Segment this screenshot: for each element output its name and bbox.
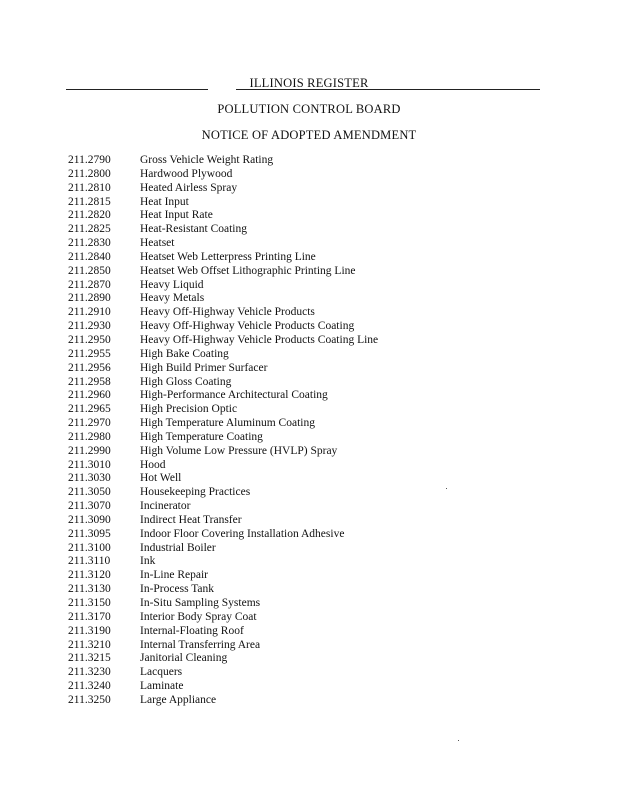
section-number: 211.2965 xyxy=(68,403,111,416)
section-number: 211.2990 xyxy=(68,444,111,457)
section-entry xyxy=(68,292,378,306)
section-term: Janitorial Cleaning xyxy=(140,652,228,665)
section-number: 211.2950 xyxy=(68,333,111,346)
section-term: Laminate xyxy=(140,680,184,693)
section-term: Heavy Metals xyxy=(140,292,205,305)
section-number: 211.3050 xyxy=(68,486,111,499)
section-entry xyxy=(68,555,378,569)
section-term: Incinerator xyxy=(140,500,191,513)
section-term: Heat-Resistant Coating xyxy=(140,223,247,236)
section-term: High Temperature Aluminum Coating xyxy=(140,417,315,430)
section-entry xyxy=(68,694,378,708)
section-entry xyxy=(68,666,378,680)
section-number: 211.2790 xyxy=(68,154,111,166)
section-term: Indoor Floor Covering Installation Adhesive xyxy=(140,527,345,540)
section-term: Lacquers xyxy=(140,666,183,679)
section-entry xyxy=(68,514,378,528)
section-term: Heat Input xyxy=(140,195,189,208)
section-number: 211.3170 xyxy=(68,610,111,623)
section-entry xyxy=(68,168,378,182)
section-number: 211.2958 xyxy=(68,375,111,388)
section-entry xyxy=(68,652,378,666)
section-entry xyxy=(68,306,378,320)
section-entry xyxy=(68,459,378,473)
section-term: Gross Vehicle Weight Rating xyxy=(140,154,274,166)
section-number: 211.2820 xyxy=(68,209,111,222)
section-term: High Temperature Coating xyxy=(140,430,263,443)
section-entry xyxy=(68,639,378,653)
section-term: High Gloss Coating xyxy=(140,375,232,388)
section-number: 211.3210 xyxy=(68,638,111,651)
section-entry xyxy=(68,320,378,334)
section-number: 211.2910 xyxy=(68,306,111,319)
section-entry xyxy=(68,486,378,500)
register-title: ILLINOIS REGISTER xyxy=(249,76,369,90)
section-entry xyxy=(68,154,378,168)
section-number: 211.2970 xyxy=(68,417,111,430)
section-number: 211.3030 xyxy=(68,472,111,485)
section-number: 211.2955 xyxy=(68,347,111,360)
section-term: Ink xyxy=(140,555,156,568)
section-term: High Build Primer Surfacer xyxy=(140,361,268,374)
section-number: 211.2870 xyxy=(68,278,111,291)
section-number: 211.2980 xyxy=(68,430,111,443)
section-entry xyxy=(68,569,378,583)
scan-speck xyxy=(446,488,447,489)
section-entry xyxy=(68,472,378,486)
section-entry xyxy=(68,389,378,403)
section-number: 211.3100 xyxy=(68,541,111,554)
section-entry xyxy=(68,445,378,459)
section-entry xyxy=(68,583,378,597)
section-entry xyxy=(68,376,378,390)
section-number: 211.3190 xyxy=(68,624,111,637)
section-term: Heavy Liquid xyxy=(140,278,204,291)
section-entry xyxy=(68,500,378,514)
section-term: Indirect Heat Transfer xyxy=(140,513,242,526)
section-entry xyxy=(68,182,378,196)
section-number: 211.3090 xyxy=(68,513,111,526)
section-entry xyxy=(68,625,378,639)
section-entry xyxy=(68,223,378,237)
section-number: 211.2800 xyxy=(68,167,111,180)
section-term: High-Performance Architectural Coating xyxy=(140,389,328,402)
section-term: Hardwood Plywood xyxy=(140,167,233,180)
section-entry xyxy=(68,611,378,625)
section-entry xyxy=(68,417,378,431)
section-number: 211.3120 xyxy=(68,569,111,582)
section-number: 211.2810 xyxy=(68,181,111,194)
section-term: Heavy Off-Highway Vehicle Products Coating Line xyxy=(140,333,379,346)
section-number: 211.3110 xyxy=(68,555,111,568)
section-entry xyxy=(68,265,378,279)
section-list xyxy=(68,154,378,708)
section-term: Heavy Off-Highway Vehicle Products xyxy=(140,306,315,319)
section-term: Internal Transferring Area xyxy=(140,638,261,651)
section-number: 211.3010 xyxy=(68,458,111,471)
section-term: High Volume Low Pressure (HVLP) Spray xyxy=(140,444,338,457)
section-term: Heatset Web Letterpress Printing Line xyxy=(140,250,316,263)
section-term: Large Appliance xyxy=(140,693,217,706)
section-term: Hot Well xyxy=(140,472,182,485)
section-number: 211.3215 xyxy=(68,652,111,665)
section-entry xyxy=(68,542,378,556)
section-term: Hood xyxy=(140,458,166,471)
section-number: 211.2930 xyxy=(68,320,111,333)
section-term: Housekeeping Practices xyxy=(140,486,251,499)
section-term: Internal-Floating Roof xyxy=(140,624,244,637)
notice-heading: NOTICE OF ADOPTED AMENDMENT xyxy=(201,128,417,142)
section-term: Interior Body Spray Coat xyxy=(140,610,257,623)
section-number: 211.3130 xyxy=(68,583,111,596)
section-entry xyxy=(68,431,378,445)
section-entry xyxy=(68,209,378,223)
section-term: In-Situ Sampling Systems xyxy=(140,597,261,609)
section-term: High Precision Optic xyxy=(140,403,238,416)
section-entry xyxy=(68,334,378,348)
section-term: Heat Input Rate xyxy=(140,209,213,222)
section-number: 211.3240 xyxy=(68,680,111,693)
section-entry xyxy=(68,362,378,376)
section-entry xyxy=(68,597,378,611)
section-term: In-Process Tank xyxy=(140,583,215,596)
section-number: 211.2825 xyxy=(68,223,111,236)
section-entry xyxy=(68,279,378,293)
section-term: High Bake Coating xyxy=(140,347,229,360)
section-number: 211.3150 xyxy=(68,597,111,609)
agency-name: POLLUTION CONTROL BOARD xyxy=(217,102,401,116)
section-number: 211.2830 xyxy=(68,237,111,250)
section-number: 211.3230 xyxy=(68,666,111,679)
section-term: Heatset xyxy=(140,237,175,250)
section-entry xyxy=(68,528,378,542)
section-entry xyxy=(68,680,378,694)
section-number: 211.3070 xyxy=(68,500,111,513)
section-number: 211.2850 xyxy=(68,264,111,277)
section-entry xyxy=(68,237,378,251)
section-term: Industrial Boiler xyxy=(140,541,216,554)
section-number: 211.2890 xyxy=(68,292,111,305)
section-number: 211.3095 xyxy=(68,527,111,540)
section-number: 211.2960 xyxy=(68,389,111,402)
section-term: Heated Airless Spray xyxy=(140,181,238,194)
section-number: 211.3250 xyxy=(68,693,111,706)
section-term: Heatset Web Offset Lithographic Printing Line xyxy=(140,264,356,277)
section-term: Heavy Off-Highway Vehicle Products Coating xyxy=(140,320,355,333)
section-entry xyxy=(68,348,378,362)
section-number: 211.2840 xyxy=(68,250,111,263)
section-entry xyxy=(68,251,378,265)
section-number: 211.2956 xyxy=(68,361,111,374)
section-entry xyxy=(68,403,378,417)
section-number: 211.2815 xyxy=(68,195,111,208)
section-entry xyxy=(68,196,378,210)
scan-speck xyxy=(458,740,459,741)
section-term: In-Line Repair xyxy=(140,569,209,582)
